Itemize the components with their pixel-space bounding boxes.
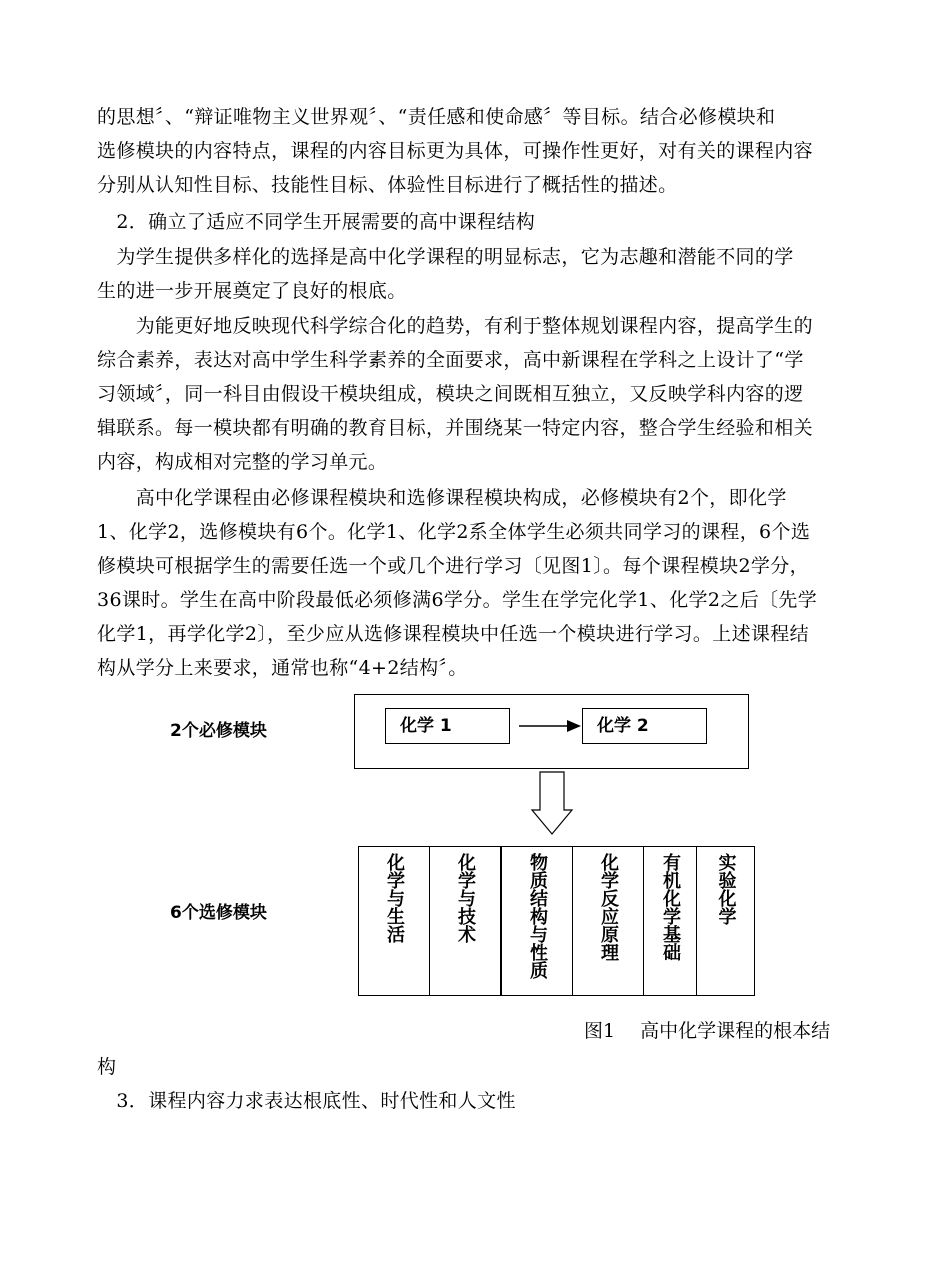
required-modules-label: 2个必修模块	[170, 721, 267, 741]
elective-module-cell	[430, 847, 502, 995]
down-arrow-icon	[530, 770, 574, 836]
text-line: 分别从认知性目标、技能性目标、体验性目标进行了概括性的描述。	[97, 174, 678, 196]
elective-module-cell	[573, 847, 644, 995]
elective-module-cell	[359, 847, 430, 995]
text-line: 化学1，再学化学2〕，至少应从选修课程模块中任选一个模块进行学习。上述课程结	[97, 623, 809, 645]
text-line: 修模块可根据学生的需要任选一个或几个进行学习〔见图1〕。每个课程模块2学分，	[97, 555, 809, 577]
text-line: 为学生提供多样化的选择是高中化学课程的明显标志，它为志趣和潜能不同的学	[97, 246, 794, 268]
text-line: 选修模块的内容特点，课程的内容目标更为具体，可操作性更好，对有关的课程内容	[97, 140, 813, 162]
required-module-1: 化学 1	[385, 708, 510, 744]
elective-module-name: 化学反应原理	[598, 853, 619, 961]
text-line: 为能更好地反映现代科学综合化的趋势，有利于整体规划课程内容，提高学生的	[97, 315, 813, 337]
elective-modules-table	[358, 846, 755, 996]
section-heading-3: 3．课程内容力求表达根底性、时代性和人文性	[97, 1090, 516, 1112]
text-line: 辑联系。每一模块都有明确的教育目标，并围绕某一特定内容，整合学生经验和相关	[97, 417, 813, 439]
text-line: 的思想〞、“辩证唯物主义世界观〞、“责任感和使命感〞等目标。结合必修模块和	[97, 106, 776, 128]
text-line: 综合素养，表达对高中学生科学素养的全面要求，高中新课程在学科之上设计了“学	[97, 349, 804, 371]
right-arrow-icon	[515, 716, 585, 736]
elective-module-name: 化学与技术	[455, 853, 476, 943]
elective-module-name: 有机化学基础	[660, 853, 681, 961]
elective-module-name: 化学与生活	[384, 853, 405, 943]
elective-module-cell	[502, 847, 573, 995]
elective-module-name: 物质结构与性质	[527, 853, 548, 979]
text-line: 内容，构成相对完整的学习单元。	[97, 451, 388, 473]
text-line: 生的进一步开展奠定了良好的根底。	[97, 280, 407, 302]
text-line: 高中化学课程由必修课程模块和选修课程模块构成，必修模块有2个，即化学	[97, 487, 787, 509]
section-heading-2: 2．确立了适应不同学生开展需要的高中课程结构	[97, 211, 536, 233]
elective-module-name: 实验化学	[715, 853, 737, 925]
figure-caption-continuation: 构	[97, 1056, 117, 1078]
text-line: 习领域〞，同一科目由假设干模块组成，模块之间既相互独立，又反映学科内容的逻	[97, 383, 804, 405]
elective-module-cell	[644, 847, 697, 995]
figure-caption: 图1 高中化学课程的根本结	[584, 1020, 831, 1042]
text-line: 构从学分上来要求，通常也称“4+2结构〞。	[97, 657, 468, 679]
text-line: 1、化学2，选修模块有6个。化学1、化学2系全体学生必须共同学习的课程，6个选	[97, 521, 811, 543]
elective-modules-label: 6个选修模块	[170, 903, 267, 923]
text-line: 36课时。学生在高中阶段最低必须修满6学分。学生在学完化学1、化学2之后〔先学	[97, 589, 818, 611]
required-module-2: 化学 2	[582, 708, 707, 744]
elective-module-cell	[697, 847, 754, 995]
